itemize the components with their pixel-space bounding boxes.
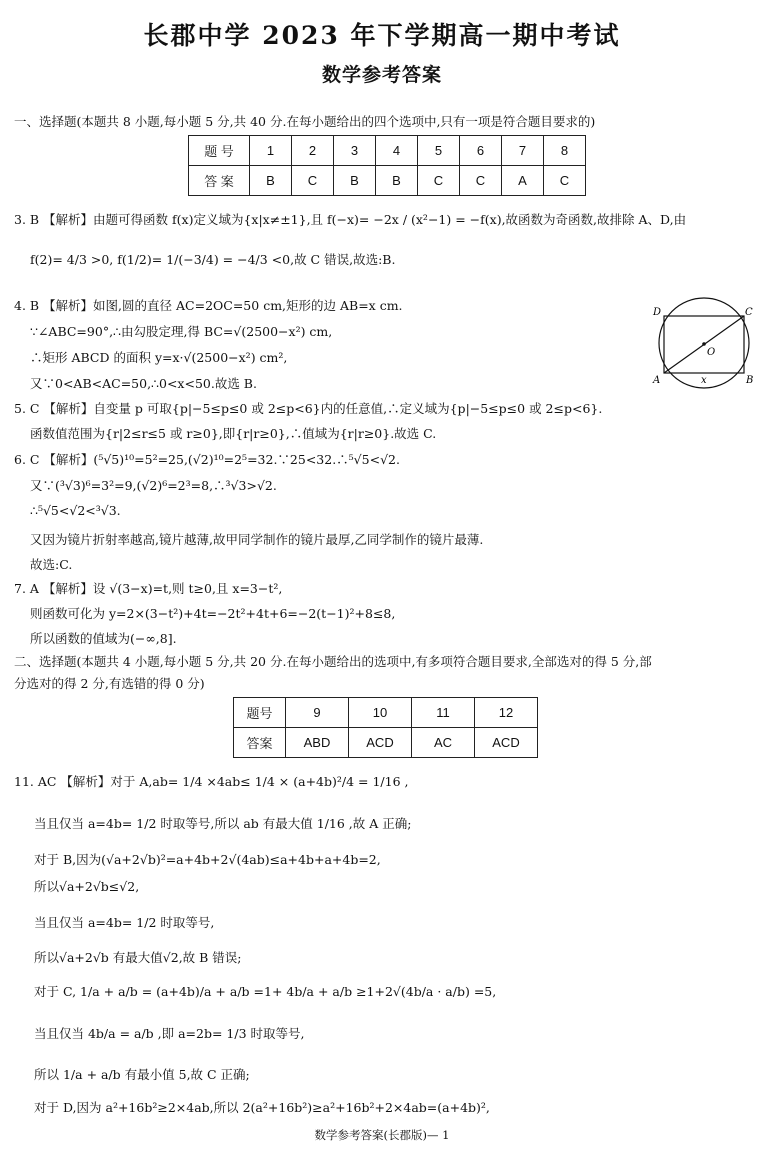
q6-line-4: 又因为镜片折射率越高,镜片越薄,故甲同学制作的镜片最厚,乙同学制作的镜片最薄. [30,532,484,547]
answer-table-1 [188,135,586,196]
table-row-label: 题号 [234,698,286,728]
q6-line-1: 6. C 【解析】(⁵√5)¹⁰=5²=25,(√2)¹⁰=2⁵=32.∵25<32.∴⁵√5<√2. [14,452,400,467]
table-cell: A [502,166,544,196]
table-cell: 11 [412,698,475,728]
section2-heading-1: 二、选择题(本题共 4 小题,每小题 5 分,共 20 分.在每小题给出的选项中,有多项符合题目要求,全部选对的得 5 分,部 [14,654,652,669]
q4-line-2: ∵∠ABC=90°,∴由勾股定理,得 BC=√(2500−x²) cm, [30,324,333,339]
label-B: B [746,375,754,386]
q6-line-5: 故选:C. [30,557,73,572]
table-cell: 4 [376,136,418,166]
q11-line-6: 所以√a+2√b 有最大值√2,故 B 错误; [34,950,242,965]
q5-line-1: 5. C 【解析】自变量 p 可取{p|−5≤p≤0 或 2≤p<6}内的任意值,∴定义域为{p|−5≤p≤0 或 2≤p<6}. [14,401,603,416]
q6-line-3: ∴⁵√5<√2<³√3. [30,503,121,518]
q3-line-1: 3. B 【解析】由题可得函数 f(x)定义域为{x|x≠±1},且 f(−x)= −2x / (x²−1) = −f(x),故函数为奇函数,故排除 A、D,由 [14,212,687,227]
table-cell: C [460,166,502,196]
table-cell: ACD [475,728,538,758]
label-D: D [653,307,662,318]
q4-line-3: ∴矩形 ABCD 的面积 y=x·√(2500−x²) cm², [30,350,288,365]
table-cell: AC [412,728,475,758]
table-cell: B [334,166,376,196]
table-cell: C [418,166,460,196]
q11-line-9: 所以 1/a + a/b 有最小值 5,故 C 正确; [34,1067,250,1082]
q11-line-8: 当且仅当 4b/a = a/b ,即 a=2b= 1/3 时取等号, [34,1026,305,1041]
label-O: O [707,347,716,358]
table-cell: C [292,166,334,196]
label-C: C [745,307,753,318]
table-cell: ABD [286,728,349,758]
q11-line-10: 对于 D,因为 a²+16b²≥2×4ab,所以 2(a²+16b²)≥a²+16b²+2×4ab=(a+4b)², [34,1100,490,1115]
table-cell: 6 [460,136,502,166]
page-title: 长郡中学 2023 年下学期高一期中考试 [143,21,621,50]
table-cell: 3 [334,136,376,166]
table-row [189,166,586,196]
q4-line-1: 4. B 【解析】如图,圆的直径 AC=2OC=50 cm,矩形的边 AB=x cm. [14,298,403,313]
table-row [234,728,538,758]
table-cell: 10 [349,698,412,728]
table-cell: 7 [502,136,544,166]
table-cell: ACD [349,728,412,758]
q7-line-1: 7. A 【解析】设 √(3−x)=t,则 t≥0,且 x=3−t², [14,581,283,596]
page-subtitle: 数学参考答案 [321,64,442,86]
section2-heading-2: 分选对的得 2 分,有选错的得 0 分) [14,676,205,691]
label-A: A [653,375,661,386]
q3-line-2: f(2)= 4/3 >0, f(1/2)= 1/(−3/4) = −4/3 <0,故 C 错误,故选:B. [30,252,396,267]
table-row [189,136,586,166]
page-footer: 数学参考答案(长郡版)— 1 [314,1128,450,1142]
circle-rectangle-diagram [650,294,756,390]
table-cell: 2 [292,136,334,166]
q4-line-4: 又∵0<AB<AC=50,∴0<x<50.故选 B. [30,376,257,391]
q11-line-5: 当且仅当 a=4b= 1/2 时取等号, [34,915,215,930]
section1-heading: 一、选择题(本题共 8 小题,每小题 5 分,共 40 分.在每小题给出的四个选项中,只有一项是符合题目要求的) [14,114,596,129]
table-cell: 8 [544,136,586,166]
table-row [234,698,538,728]
table-cell: 1 [250,136,292,166]
q11-line-3: 对于 B,因为(√a+2√b)²=a+4b+2√(4ab)≤a+4b+a+4b=2, [34,852,381,867]
q5-line-2: 函数值范围为{r|2≤r≤5 或 r≥0},即{r|r≥0},∴值域为{r|r≥0}.故选 C. [30,426,437,441]
q7-line-2: 则函数可化为 y=2×(3−t²)+4t=−2t²+4t+6=−2(t−1)²+8≤8, [30,606,396,621]
table-cell: 5 [418,136,460,166]
table-cell: B [250,166,292,196]
table-row-label: 题 号 [189,136,250,166]
table-cell: 12 [475,698,538,728]
table-row-label: 答案 [234,728,286,758]
table-cell: C [544,166,586,196]
answer-table-2 [233,697,538,758]
q6-line-2: 又∵(³√3)⁶=3²=9,(√2)⁶=2³=8,∴³√3>√2. [30,478,277,493]
q11-line-4: 所以√a+2√b≤√2, [34,879,140,894]
q11-line-7: 对于 C, 1/a + a/b = (a+4b)/a + a/b =1+ 4b/a + a/b ≥1+2√(4b/a · a/b) =5, [34,984,497,999]
q11-line-2: 当且仅当 a=4b= 1/2 时取等号,所以 ab 有最大值 1/16 ,故 A 正确; [34,816,412,831]
table-cell: 9 [286,698,349,728]
table-cell: B [376,166,418,196]
table-row-label: 答 案 [189,166,250,196]
q11-line-1: 11. AC 【解析】对于 A,ab= 1/4 ×4ab≤ 1/4 × (a+4b)²/4 = 1/16 , [14,774,409,789]
label-x: x [701,375,707,386]
q7-line-3: 所以函数的值域为(−∞,8]. [30,631,177,646]
